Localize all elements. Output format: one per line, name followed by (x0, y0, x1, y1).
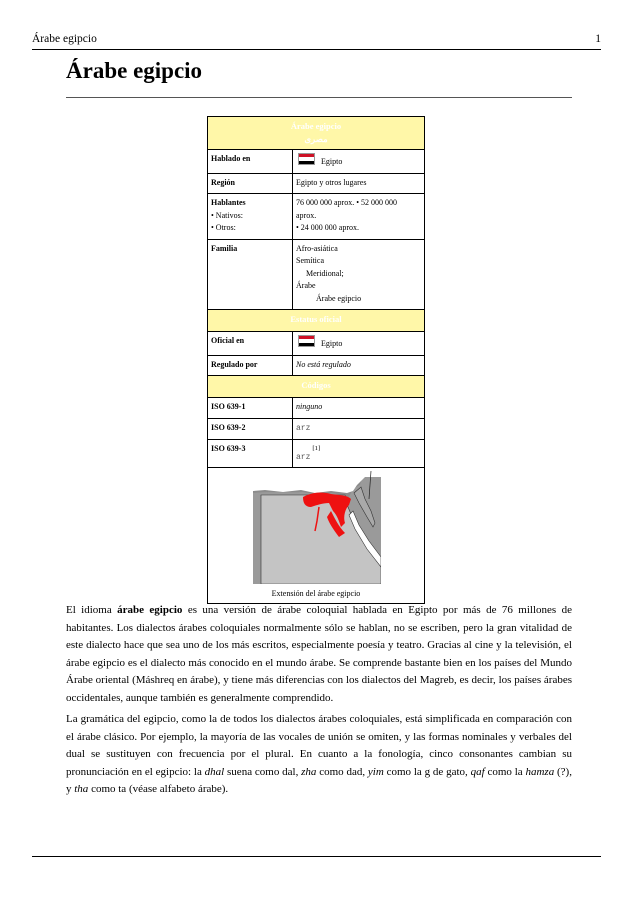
familia-2[interactable]: Semítica (296, 256, 324, 265)
oficial-value[interactable]: Egipto (321, 339, 343, 348)
paragraph-1 (66, 602, 572, 707)
familia-label: Familia (208, 239, 293, 310)
running-header (32, 33, 601, 47)
p2-tha: tha (74, 783, 89, 795)
p2-hamza: hamza (525, 765, 555, 778)
estatus-heading: Estatus oficial (208, 310, 425, 332)
p2-text-c: como dad, (316, 765, 368, 778)
row-hablado (208, 150, 425, 174)
egypt-flag-icon (298, 153, 315, 165)
hablado-label: Hablado en (208, 150, 293, 174)
egypt-flag-icon (298, 335, 315, 347)
familia-5: Árabe egipcio (316, 293, 362, 303)
header-rule (32, 49, 601, 50)
regulado-value: No está regulado (293, 355, 425, 376)
p2-text-f: (?), y (66, 765, 572, 795)
oficial-label: Oficial en (208, 332, 293, 356)
page-title: Árabe egipcio (66, 58, 203, 83)
p2-text-g: como ta (véase alfabeto árabe). (88, 783, 229, 795)
familia-1[interactable]: Afro-asiática (296, 243, 338, 253)
row-iso3 (208, 440, 425, 468)
codigos-heading: Códigos (208, 376, 425, 398)
familia-3[interactable]: Meridional; (306, 268, 344, 278)
p2-qaf: qaf (470, 765, 485, 778)
otros-label: • Otros: (211, 223, 236, 232)
nativos-label: • Nativos: (211, 210, 243, 220)
infobox-heading (208, 117, 425, 150)
p2-zha: zha (301, 765, 317, 778)
iso3-cell (293, 440, 425, 468)
iso3-label: ISO 639-3 (208, 440, 293, 468)
row-oficial (208, 332, 425, 356)
infobox (207, 116, 425, 604)
title-rule (66, 97, 572, 98)
p2-text-e: como la (484, 765, 526, 778)
p1-text-c: es una versión de árabe coloquial hablada en Egipto por más de 76 millones de habitantes. Los dialectos árabes coloquiales normalmente sólo se hablan, no se escriben, pero la gran vitalidad de este dialecto hace que sea uno de los más escritos, especialmente poesía y teatro. Gracias al cine y la televisión, el árabe egipcio es el dialecto más conocido en el mundo árabe. Se comprende bastante bien en los países del Mundo Árabe oriental (Máshreq en árabe), y tiene más diferencias con los dialectos del Magreb, es decir, los países árabes occidentales, aunque también es generalmente comprendido. (66, 604, 572, 704)
p2-text-b: suena como dal, (224, 765, 302, 778)
p1-bold-term: árabe egipcio (117, 604, 183, 616)
infobox-heading-native: مصرى (304, 133, 328, 144)
p2-yim: yim (367, 765, 384, 778)
page-number: 1 (595, 33, 601, 45)
p2-text-a: La gramática del egipcio, como la de todos los dialectos árabes coloquiales, está simplificada en comparación con el árabe clásico. Por ejemplo, la mayoría de las vocales de unión se omiten, y las formas nominales y verbales del dual se sustituyen con frecuencia por el plural. En cuanto a la fonología, cinco consonantes cambian su pronunciación en el egipcio: la (66, 713, 572, 778)
familia-value-cell (293, 239, 425, 310)
oficial-cell (293, 332, 425, 356)
row-iso2 (208, 418, 425, 440)
egypt-map (253, 471, 381, 584)
row-regulado (208, 355, 425, 376)
footer-rule (32, 856, 601, 857)
map-caption: Extensión del árabe egipcio (271, 588, 361, 598)
iso1-value: ninguno (293, 398, 425, 419)
hablantes-value-cell (293, 194, 425, 240)
hablantes-label: Hablantes (211, 198, 246, 207)
iso1-label: ISO 639-1 (208, 398, 293, 419)
row-hablantes (208, 194, 425, 240)
infobox-heading-name: Árabe egipcio (290, 121, 342, 131)
region-value: Egipto y otros lugares (293, 173, 425, 194)
iso2-label: ISO 639-2 (208, 418, 293, 440)
p2-dhal: dhal (204, 765, 225, 778)
article-body (66, 602, 572, 803)
row-region (208, 173, 425, 194)
p1-text-a: El idioma (66, 604, 118, 616)
iso2-value[interactable]: arz (296, 423, 311, 433)
running-title: Árabe egipcio (32, 33, 97, 45)
region-label: Región (208, 173, 293, 194)
hablantes-value-3: • 24 000 000 aprox. (296, 223, 360, 232)
hablantes-label-cell (208, 194, 293, 240)
row-familia (208, 239, 425, 310)
hablantes-value-1: 76 000 000 aprox. • 52 000 000 (296, 198, 398, 207)
hablado-cell (293, 150, 425, 174)
iso3-value[interactable]: arz (296, 452, 311, 462)
paragraph-2 (66, 711, 572, 799)
familia-4[interactable]: Árabe (296, 281, 316, 290)
regulado-label: Regulado por (208, 355, 293, 376)
iso2-cell (293, 418, 425, 440)
iso3-reference[interactable]: [1] (312, 445, 321, 452)
map-cell (208, 468, 425, 604)
hablantes-value-2: aprox. (296, 210, 317, 220)
row-iso1 (208, 398, 425, 419)
hablado-value[interactable]: Egipto (321, 157, 343, 166)
p2-text-d: como la g de gato, (383, 765, 471, 778)
